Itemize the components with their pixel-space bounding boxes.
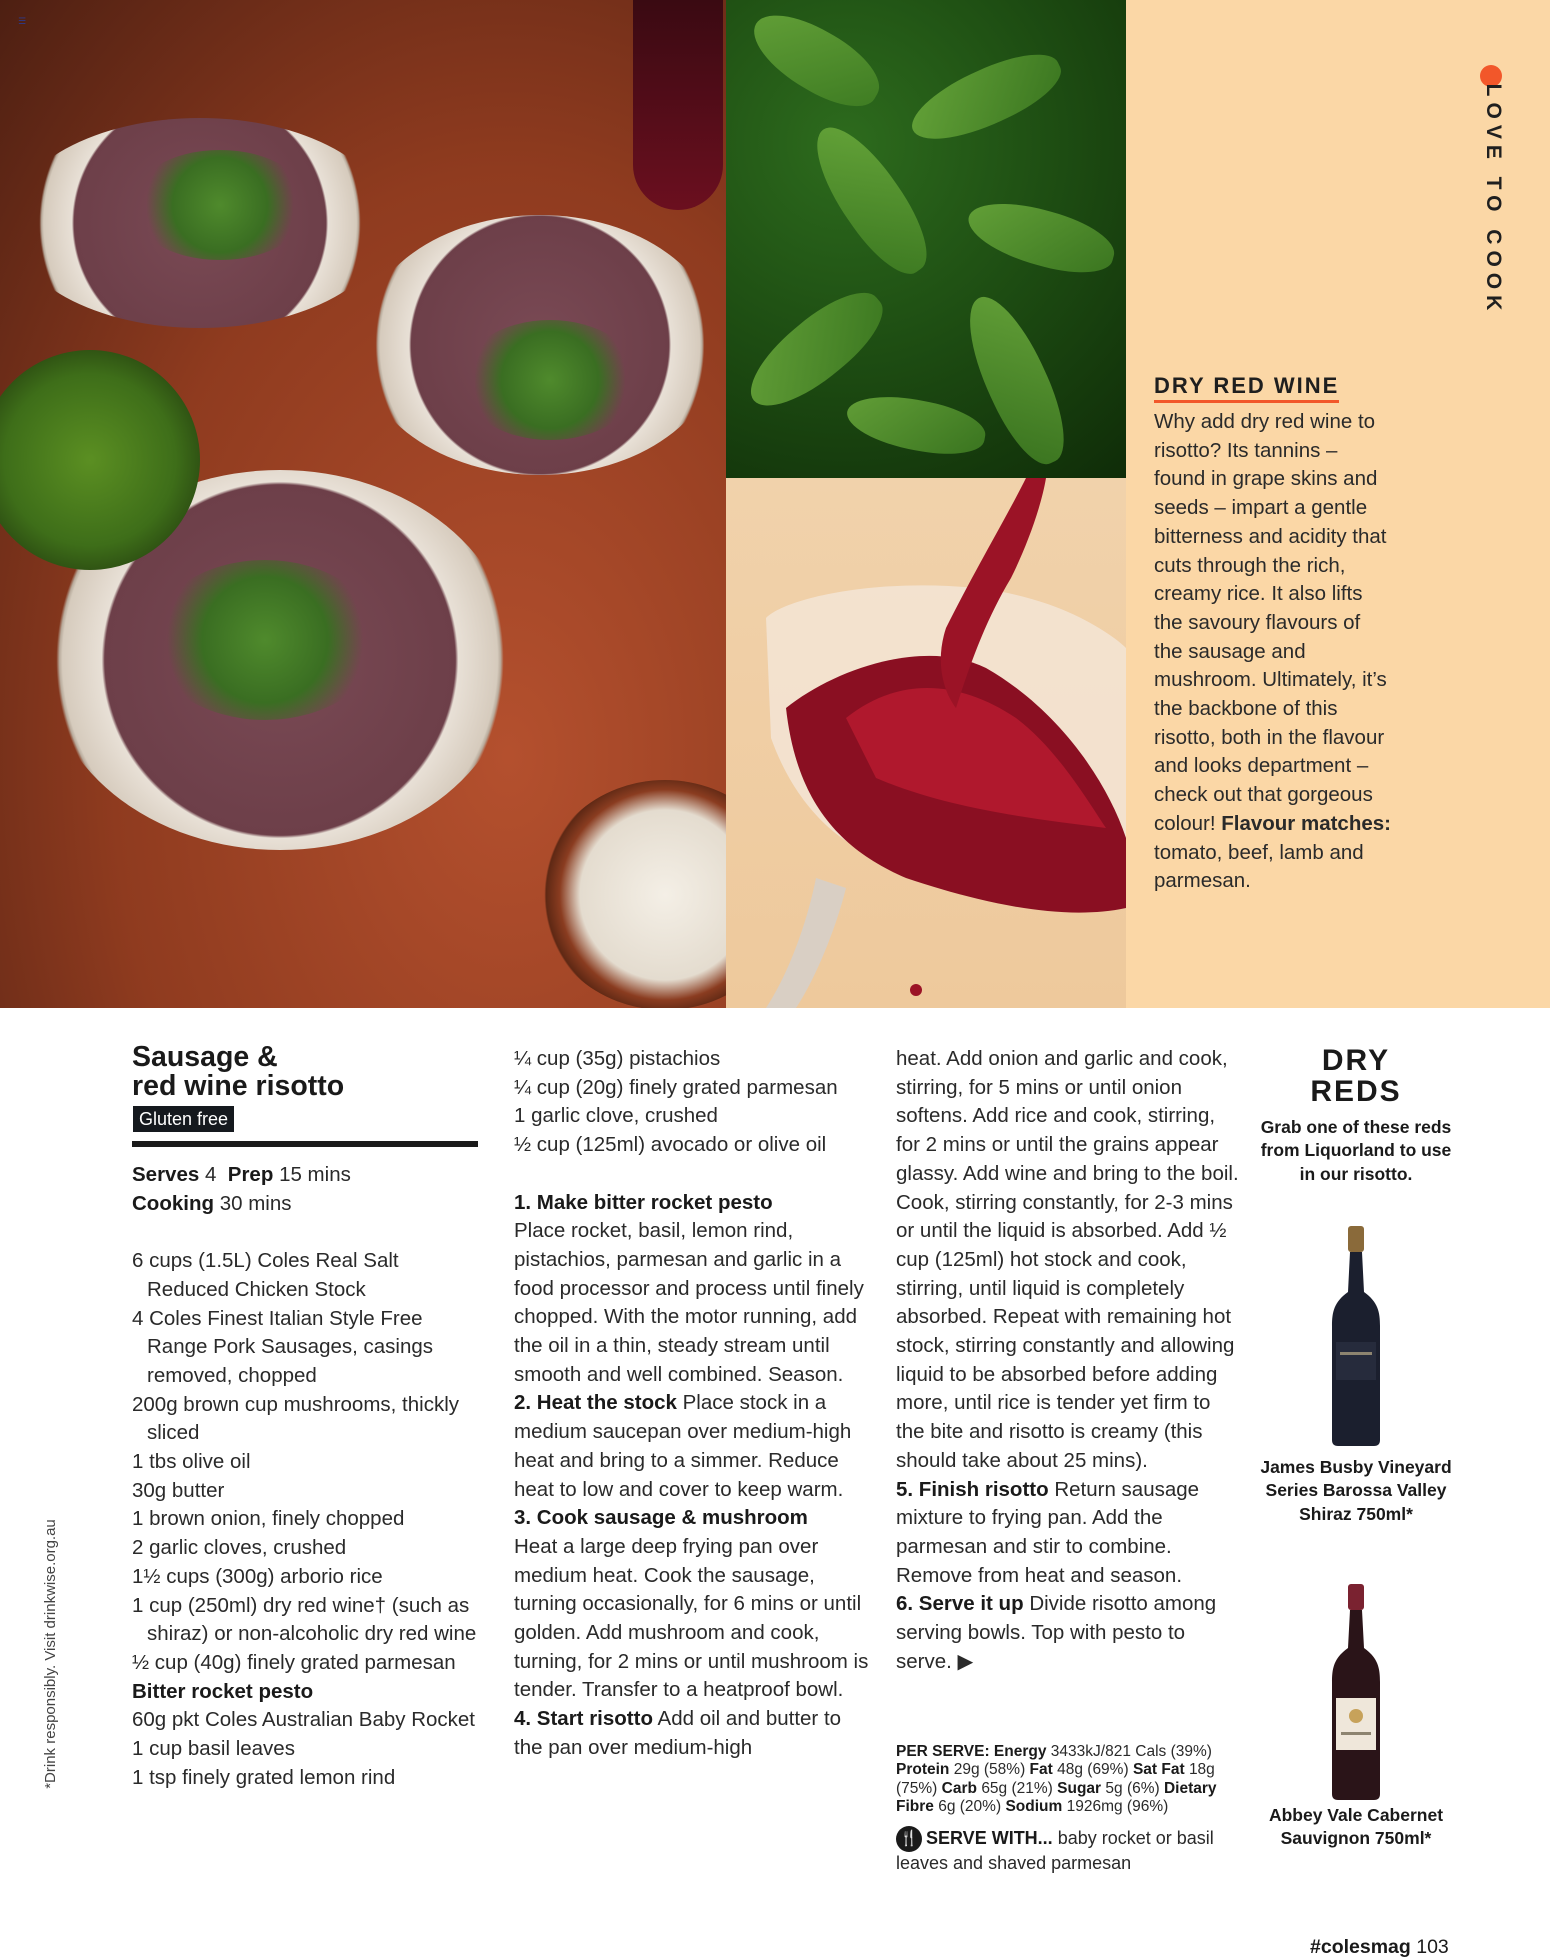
ingredient-item: 6 cups (1.5L) Coles Real Salt Reduced Chicken Stock bbox=[132, 1249, 399, 1301]
nutrient-label: Sat Fat bbox=[1132, 1761, 1185, 1779]
prep-value: 15 mins bbox=[279, 1163, 351, 1186]
nutrient-value: 48g (69%) bbox=[1057, 1761, 1129, 1779]
nutrient-value: 29g (58%) bbox=[953, 1761, 1026, 1779]
step-title: 3. Cook sausage & mushroom bbox=[514, 1506, 808, 1530]
method-step-continued: heat. Add onion and garlic and cook, stirring, for 5 mins or until onion softens. Add rice and cook, stirring, for 2 mins or until the grains appear glassy. Add wine and bring to the boil. Cook, stirring constantly, for 2-3 mins or until the liquid is absorbed. Add ½ cup (125ml) hot stock and cook, stirring, until liquid is completely absorbed. Repeat with remaining hot stock, stirring constantly and allowing liquid to be absorbed before adding more, until rice is tender yet firm to the bite and risotto is creamy (this should take about 25 mins). bbox=[896, 1047, 1239, 1472]
shiraz-name: James Busby Vineyard Series Barossa Valley Shiraz 750ml* bbox=[1260, 1457, 1452, 1524]
serve-with bbox=[896, 1826, 1241, 1875]
hashtag: #colesmag bbox=[1310, 1936, 1411, 1958]
nutrient-value: 1926mg (96%) bbox=[1066, 1797, 1169, 1815]
cabernet-name: Abbey Vale Cabernet Sauvignon 750ml* bbox=[1268, 1805, 1444, 1849]
nutrient-value: 6g (20%) bbox=[938, 1797, 1002, 1815]
pesto-heading bbox=[132, 1678, 477, 1707]
nutrition-label: PER SERVE: bbox=[896, 1743, 990, 1760]
section-label: LOVE TO COOK bbox=[1482, 83, 1505, 317]
risotto-photo bbox=[0, 0, 726, 1008]
rocket-leaves-photo bbox=[726, 0, 1126, 478]
method-column-1 bbox=[514, 1045, 869, 1763]
serves-label: Serves bbox=[132, 1163, 200, 1186]
step-text: Place rocket, basil, lemon rind, pistachios, parmesan and garlic in a food processor and process until finely chopped. With the motor running, add the oil in a thin, steady stream until smooth and well combined. Season. bbox=[514, 1219, 864, 1386]
ingredient-item: 30g butter bbox=[132, 1478, 225, 1502]
method-step bbox=[514, 1389, 869, 1504]
step-text: Add oil and butter to the pan over medium-high bbox=[514, 1707, 842, 1759]
ingredient-item: 1 brown onion, finely chopped bbox=[132, 1507, 405, 1531]
pesto-ingredient: ¼ cup (35g) pistachios bbox=[514, 1047, 721, 1070]
recipe-title-line: Sausage & bbox=[132, 1041, 278, 1073]
ingredient-item: 1½ cups (300g) arborio rice bbox=[132, 1564, 383, 1588]
nutrient-label: Carb bbox=[941, 1779, 977, 1797]
pesto-ingredient: ½ cup (125ml) avocado or olive oil bbox=[514, 1133, 827, 1157]
flavour-matches-text: tomato, beef, lamb and parmesan. bbox=[1154, 840, 1364, 893]
nutrient-value: 3433kJ/821 Cals (39%) bbox=[1050, 1743, 1212, 1760]
page-number: 103 bbox=[1416, 1936, 1449, 1958]
step-text: Divide risotto among serving bowls. Top with pesto to serve. ▶ bbox=[896, 1592, 1217, 1673]
ingredient-item: 2 garlic cloves, crushed bbox=[132, 1536, 347, 1560]
ingredient-item: ½ cup (40g) finely grated parmesan bbox=[132, 1650, 456, 1674]
method-step bbox=[896, 1590, 1241, 1676]
wine-pour-photo bbox=[726, 478, 1126, 1008]
method-step bbox=[514, 1705, 869, 1762]
nutrient-value: 5g (6%) bbox=[1105, 1779, 1160, 1797]
pesto-ingredient: 1 cup basil leaves bbox=[132, 1737, 295, 1761]
rocket-leaf bbox=[902, 39, 1070, 156]
rocket-leaf bbox=[843, 388, 990, 462]
step-title: 1. Make bitter rocket pesto bbox=[514, 1190, 773, 1214]
step-title: 6. Serve it up bbox=[896, 1592, 1024, 1616]
dry-reds-title bbox=[1256, 1045, 1456, 1107]
step-text: Heat a large deep frying pan over medium heat. Cook the sausage, turning occasionally, for 6 mins or until golden. Add mushroom and cook, turning, for 2 mins or until mushroom is tender. Transfer to a heatproof bowl. bbox=[514, 1534, 869, 1702]
method-step bbox=[896, 1476, 1241, 1591]
nutrient-label: Fat bbox=[1029, 1761, 1053, 1779]
panel-body-text: Why add dry red wine to risotto? Its tannins – found in grape skins and seeds – impart a gentle bitterness and acidity that cuts through the rich, creamy rice. It also lifts the savoury flavours of the sausage and mushroom. Ultimately, it’s the backbone of this risotto, both in the flavour and looks department – check out that gorgeous colour! bbox=[1154, 410, 1387, 835]
wine-glass bbox=[633, 0, 723, 210]
drinkwise-note: *Drink responsibly. Visit drinkwise.org.au bbox=[42, 1519, 59, 1789]
cabernet-bottle-image bbox=[1328, 1580, 1384, 1800]
rocket-garnish bbox=[130, 150, 310, 260]
cutlery-icon: 🍴 bbox=[896, 1826, 922, 1852]
wine-glass-illustration bbox=[726, 478, 1126, 1008]
step-text: Return sausage mixture to frying pan. Add the parmesan and stir to combine. Remove from heat and season. bbox=[896, 1477, 1200, 1587]
cooking-label: Cooking bbox=[132, 1191, 214, 1215]
shiraz-bottle-image bbox=[1328, 1222, 1384, 1446]
pesto-ingredient: 60g pkt Coles Australian Baby Rocket bbox=[132, 1708, 475, 1732]
ingredient-item: 4 Coles Finest Italian Style Free Range Pork Sausages, casings removed, chopped bbox=[132, 1306, 434, 1387]
nutrient-label: Protein bbox=[896, 1761, 950, 1779]
nutrient-label: Energy bbox=[993, 1743, 1047, 1760]
nutrient-value: 65g (21%) bbox=[981, 1779, 1053, 1797]
dry-reds-title-line: DRY bbox=[1321, 1044, 1391, 1077]
step-title: 2. Heat the stock bbox=[514, 1391, 677, 1415]
panel-body bbox=[1154, 408, 1394, 896]
nutrient-label: Sugar bbox=[1057, 1779, 1102, 1797]
cooking-time bbox=[132, 1190, 477, 1219]
method-step bbox=[514, 1504, 869, 1705]
pesto-ingredient: 1 garlic clove, crushed bbox=[514, 1104, 718, 1128]
recipe-title-line: red wine risotto bbox=[132, 1070, 345, 1102]
dry-reds-title-line: REDS bbox=[1310, 1075, 1402, 1108]
step-text: Place stock in a medium saucepan over medium-high heat and bring to a simmer. Reduce heat to low and cover to keep warm. bbox=[514, 1391, 852, 1501]
rocket-leaf bbox=[961, 192, 1120, 284]
title-divider bbox=[132, 1141, 478, 1147]
ingredient-item: 1 tbs olive oil bbox=[132, 1450, 251, 1474]
serve-with-text: baby rocket or basil leaves and shaved parmesan bbox=[896, 1827, 1214, 1873]
pesto-ingredient: ¼ cup (20g) finely grated parmesan bbox=[514, 1075, 838, 1099]
rocket-leaf bbox=[740, 0, 891, 121]
method-step bbox=[514, 1189, 869, 1390]
nutrient-label: Dietary Fibre bbox=[896, 1779, 1217, 1815]
rocket-garnish bbox=[460, 320, 640, 440]
nutrition-info bbox=[896, 1743, 1241, 1816]
nutrient-value: 18g (75%) bbox=[896, 1761, 1215, 1797]
page-footer bbox=[1310, 1936, 1449, 1959]
flavour-matches-label: Flavour matches: bbox=[1221, 811, 1391, 835]
serves-prep bbox=[132, 1161, 477, 1190]
pesto-ingredient: 1 tsp finely grated lemon rind bbox=[132, 1765, 396, 1789]
panel-heading: DRY RED WINE bbox=[1154, 373, 1339, 403]
rocket-leaf bbox=[798, 113, 945, 287]
pesto-heading-text: Bitter rocket pesto bbox=[132, 1679, 314, 1703]
method-column-2 bbox=[896, 1045, 1241, 1676]
step-title: 5. Finish risotto bbox=[896, 1477, 1049, 1501]
ingredient-item: 1 cup (250ml) dry red wine† (such as shiraz) or non-alcoholic dry red wine bbox=[132, 1593, 477, 1646]
menu-icon: ☰ bbox=[18, 16, 27, 26]
prep-label: Prep bbox=[227, 1163, 274, 1186]
rocket-garnish bbox=[150, 560, 380, 720]
ingredients-column bbox=[132, 1161, 477, 1792]
serve-with-label: SERVE WITH... bbox=[926, 1827, 1053, 1848]
cooking-value: 30 mins bbox=[219, 1191, 292, 1215]
step-title: 4. Start risotto bbox=[514, 1707, 653, 1731]
serves-value: 4 bbox=[204, 1163, 217, 1186]
ingredient-item: 200g brown cup mushrooms, thickly sliced bbox=[132, 1392, 460, 1445]
gluten-free-badge: Gluten free bbox=[133, 1106, 234, 1132]
recipe-title bbox=[132, 1043, 344, 1101]
dry-reds-intro: Grab one of these reds from Liquorland to use in our risotto. bbox=[1260, 1117, 1452, 1184]
nutrient-label: Sodium bbox=[1005, 1797, 1063, 1815]
parmesan-dish bbox=[540, 780, 726, 1008]
